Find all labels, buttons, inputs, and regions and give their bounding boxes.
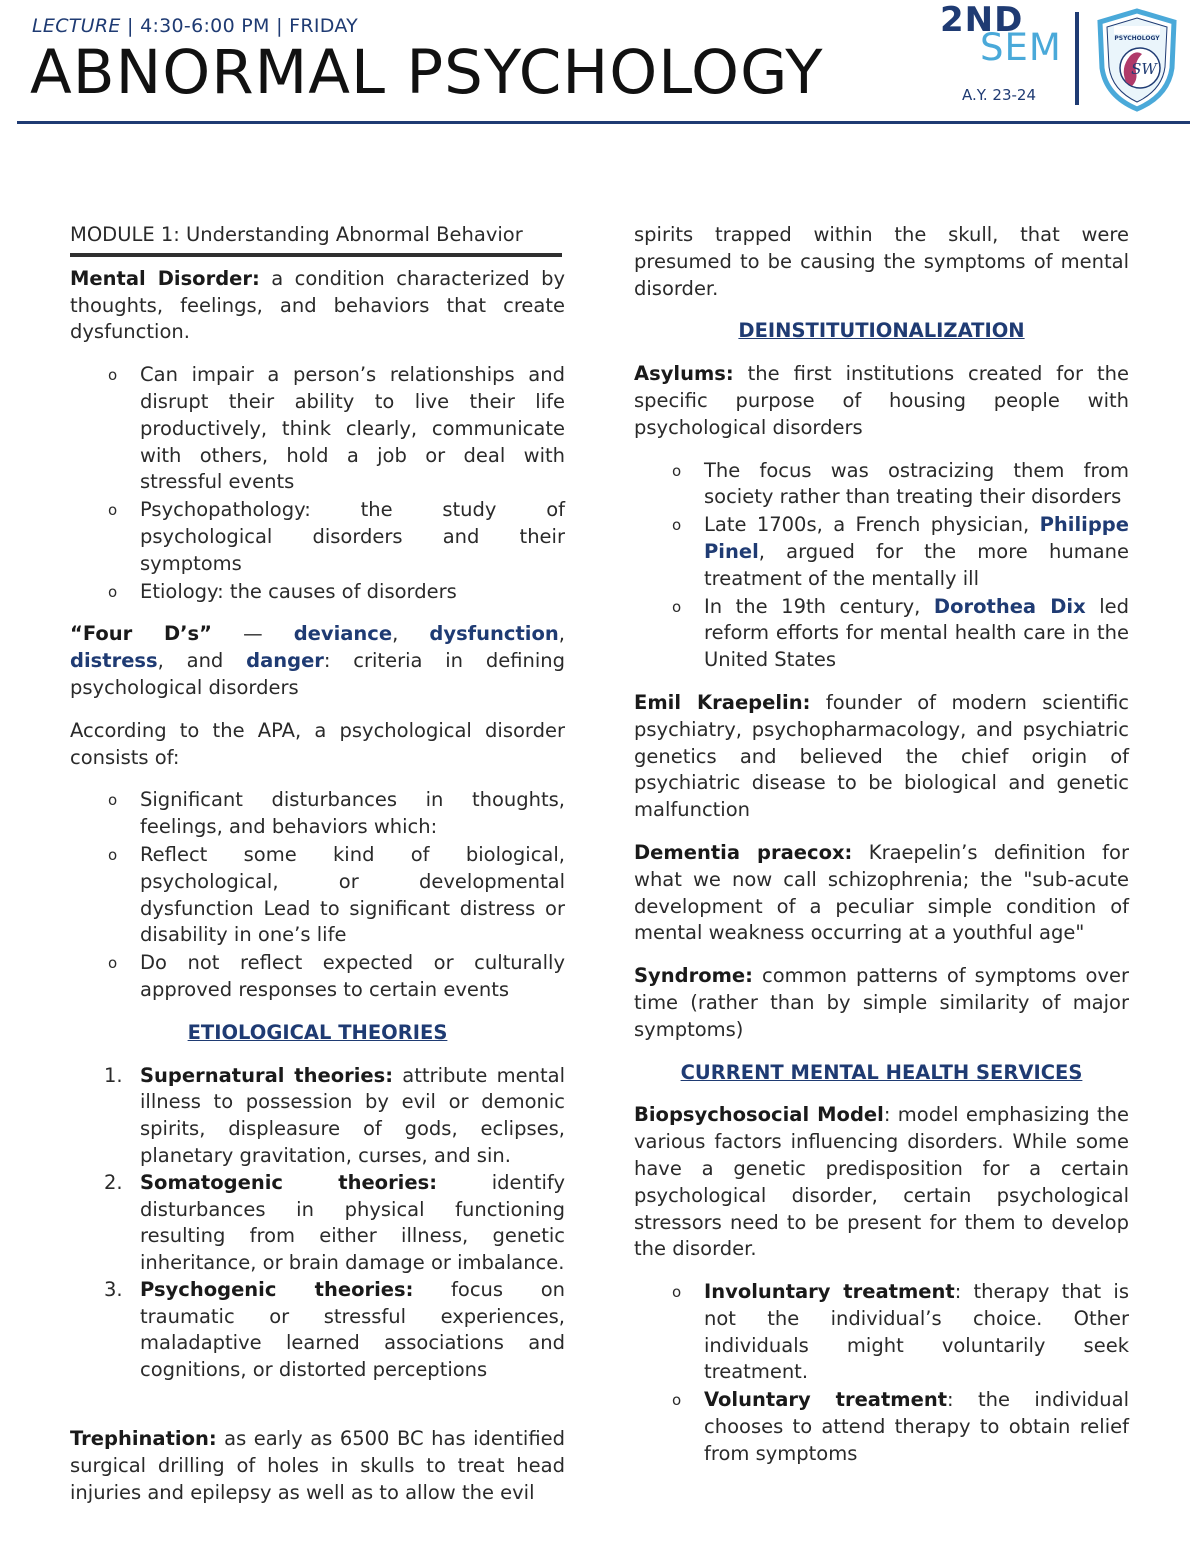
academic-year: A.Y. 23-24 <box>962 86 1037 104</box>
text: as early as 6500 BC has identified surgical drilling of holes in skulls to treat head injuries and epilepsy as well as to allow the evil <box>70 1427 565 1504</box>
term: Syndrome: <box>634 964 753 988</box>
item-number: 2. <box>104 1170 123 1194</box>
theories-list <box>70 1063 565 1385</box>
asylums-paragraph <box>634 361 1129 441</box>
psychology-shield-logo <box>1096 8 1178 112</box>
list-item <box>634 1387 1129 1467</box>
lecture-label: LECTURE <box>32 15 121 37</box>
term: Biopsychosocial Model <box>634 1103 884 1127</box>
text: common patterns of symptoms over time (rather than by simple similarity of major symptoms) <box>634 964 1129 1041</box>
syndrome-paragraph <box>634 963 1129 1043</box>
list-item <box>634 512 1129 592</box>
text: the first institutions created for the specific purpose of housing people with psychological disorders <box>634 362 1129 439</box>
list-item <box>70 1277 565 1384</box>
trephination-paragraph <box>70 1426 565 1506</box>
left-column <box>70 222 565 1522</box>
current-services-heading: CURRENT MENTAL HEALTH SERVICES <box>680 1060 1083 1084</box>
list-item: o Psychopathology: the study of psychological disorders and their symptoms <box>70 497 565 577</box>
text: founder of modern scientific psychiatry, psychopharmacology, and psychiatric genetics and believed the chief origin of psychiatric disease to be biological and genetic malfunction <box>634 690 1129 822</box>
text: : criteria in defining psychological disorders <box>70 649 565 699</box>
semester-number: 2ND <box>940 0 1024 40</box>
treatment-bullets <box>634 1279 1129 1468</box>
right-column <box>634 222 1129 1484</box>
kraepelin-paragraph <box>634 690 1129 824</box>
text: , <box>558 622 565 646</box>
dorothea-dix-name: Dorothea Dix <box>933 594 1086 618</box>
document-header <box>0 0 1200 130</box>
list-item: o Significant disturbances in thoughts, feelings, and behaviors which: <box>70 787 565 841</box>
mental-disorder-definition <box>70 266 565 346</box>
text: focus on traumatic or stressful experiences, maladaptive learned associations and cognitions, or distorted perceptions <box>140 1277 565 1382</box>
list-item <box>70 1170 565 1277</box>
text: , <box>392 622 430 646</box>
continued-paragraph: spirits trapped within the skull, that were presumed to be causing the symptoms of mental disorder. <box>634 223 1129 300</box>
dementia-praecox-paragraph <box>634 840 1129 947</box>
item-number: 3. <box>104 1277 123 1301</box>
apa-intro: According to the APA, a psychological disorder consists of: <box>70 718 565 769</box>
list-item: o Can impair a person’s relationships and disrupt their ability to live their life productively, think clearly, communicate with others, hold a job or deal with stressful events <box>70 362 565 496</box>
term: “Four D’s” <box>70 622 212 646</box>
definition-text: a condition characterized by thoughts, feelings, and behaviors that create dysfunction. <box>70 266 565 344</box>
term: Psychogenic theories: <box>140 1277 414 1301</box>
list-item: o The focus was ostracizing them from society rather than treating their disorders <box>634 458 1129 512</box>
term: Trephination: <box>70 1427 217 1451</box>
asylums-bullets <box>634 458 1129 674</box>
text: , argued for the more humane treatment of the mentally ill <box>704 539 1129 590</box>
biopsychosocial-paragraph <box>634 1102 1129 1263</box>
module-title: MODULE 1: Understanding Abnormal Behavior <box>70 223 523 246</box>
term: Dementia praecox: <box>634 840 853 864</box>
item-number: 1. <box>104 1063 123 1087</box>
dysfunction-term: dysfunction <box>429 622 559 646</box>
logo-initials: SW <box>1131 60 1157 78</box>
text: attribute mental illness to possession by evil or demonic spirits, displeasure of gods, eclipses, planetary gravitation, curses, and sin. <box>140 1063 565 1167</box>
text: Late 1700s, a French physician, <box>704 513 1040 537</box>
deviance-term: deviance <box>293 622 393 646</box>
mental-disorder-bullets <box>70 362 565 605</box>
list-item: o Do not reflect expected or culturally approved responses to certain events <box>70 950 565 1004</box>
header-divider <box>1075 12 1079 105</box>
distress-term: distress <box>70 649 158 673</box>
text: , and <box>157 649 247 673</box>
semester-block <box>940 0 1070 110</box>
term: Somatogenic theories: <box>140 1170 437 1194</box>
text: In the 19th century, <box>704 594 934 618</box>
course-title: ABNORMAL PSYCHOLOGY <box>30 37 824 108</box>
term: Mental Disorder: <box>70 266 260 290</box>
module-underline <box>70 253 562 257</box>
list-item <box>70 1063 565 1170</box>
text: : the individual chooses to attend therapy to obtain relief from symptoms <box>704 1388 1130 1465</box>
term: Involuntary treatment <box>704 1280 955 1304</box>
term: Asylums: <box>634 362 734 386</box>
text: Kraepelin’s definition for what we now call schizophrenia; the "sub-acute development of a peculiar simple condition of mental weakness occurring at a youthful age" <box>634 840 1129 945</box>
header-rule <box>17 121 1190 124</box>
text: identify disturbances in physical functioning resulting from either illness, genetic inheritance, or brain damage or imbalance. <box>140 1170 565 1275</box>
lecture-schedule <box>32 15 358 37</box>
list-item <box>634 1279 1129 1386</box>
text: : therapy that is not the individual’s choice. Other individuals might voluntarily seek treatment. <box>704 1280 1129 1384</box>
text: — <box>211 622 294 646</box>
etiological-theories-heading: ETIOLOGICAL THEORIES <box>187 1020 448 1044</box>
list-item: o Etiology: the causes of disorders <box>70 579 565 606</box>
deinstitutionalization-heading: DEINSTITUTIONALIZATION <box>738 319 1025 343</box>
schedule-text: | 4:30-6:00 PM | FRIDAY <box>120 15 359 37</box>
logo-text: PSYCHOLOGY <box>1114 35 1160 42</box>
text: led reform efforts for mental health care in the United States <box>704 594 1129 672</box>
text: : model emphasizing the various factors influencing disorders. While some have a genetic predisposition for a certain psychological disorder, certain psychological stressors need to be present for them to develop the disorder. <box>634 1103 1129 1261</box>
term: Supernatural theories: <box>140 1063 394 1087</box>
philippe-pinel-name: Philippe Pinel <box>704 513 1129 563</box>
list-item: o Reflect some kind of biological, psychological, or developmental dysfunction Lead to significant distress or disability in one’s life <box>70 842 565 949</box>
term: Emil Kraepelin: <box>634 690 811 714</box>
four-ds-paragraph <box>70 621 565 701</box>
list-item <box>634 594 1129 674</box>
semester-label: SEM <box>980 26 1062 69</box>
apa-bullets <box>70 787 565 1003</box>
danger-term: danger <box>246 649 324 673</box>
term: Voluntary treatment <box>704 1388 948 1412</box>
